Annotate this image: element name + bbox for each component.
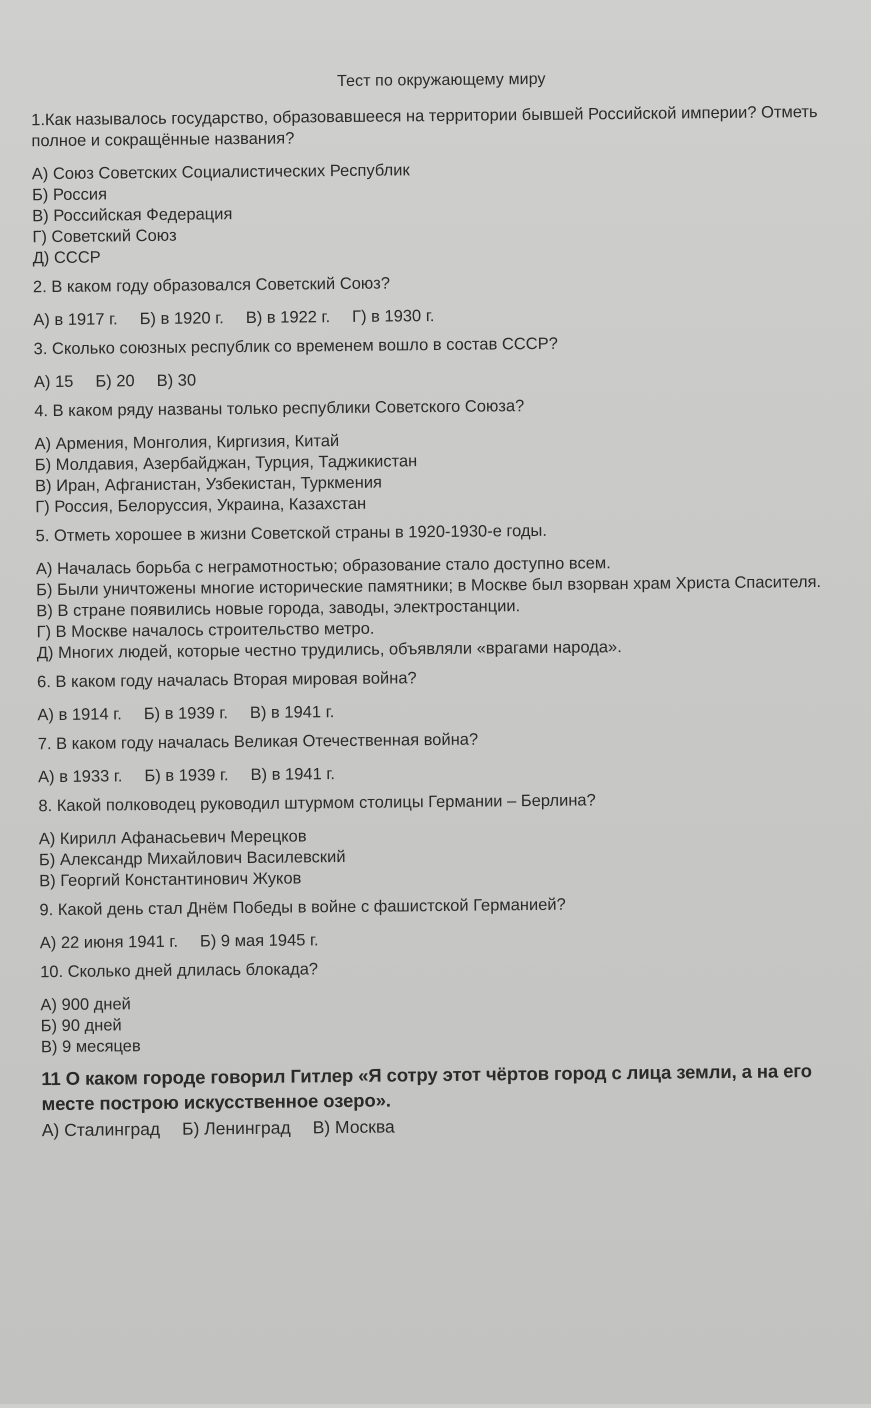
question-9 [39, 892, 861, 955]
question-6 [37, 664, 859, 727]
option: Д) Многих людей, которые честно трудились, объявляли «врагами народа». [36, 638, 622, 663]
question-options [36, 551, 858, 665]
option: Б) Россия [31, 185, 108, 205]
question-11 [41, 1058, 863, 1142]
question-options [37, 697, 858, 727]
option: А) в 1917 г. [33, 310, 118, 330]
question-options [34, 364, 855, 394]
question-7 [38, 726, 860, 789]
question-text: 1.Как называлось государство, образовавшееся на территории бывшей Российской империи? Отметь полное и сокращённые названия? [31, 103, 818, 151]
question-11-options [42, 1112, 863, 1142]
option: А) 900 дней [40, 995, 131, 1015]
option: В) Иран, Афганистан, Узбекистан, Туркмения [34, 473, 383, 496]
option: Б) 90 дней [40, 1016, 122, 1036]
option: А) Союз Советских Социалистических Республик [31, 161, 410, 184]
question-text: 8. Какой полководец руководил штурмом столицы Германии – Берлина? [38, 791, 596, 816]
option: Г) Советский Союз [32, 226, 177, 247]
question-text: 4. В каком ряду названы только республики Советского Союза? [34, 397, 525, 421]
question-8 [38, 788, 860, 893]
question-list [31, 102, 862, 1059]
option: В) 30 [156, 371, 197, 390]
option: Б) в 1939 г. [143, 704, 229, 724]
option: Б) в 1939 г. [144, 766, 229, 786]
question-text: 5. Отметь хорошее в жизни Советской страны в 1920-1930-е годы. [35, 521, 548, 546]
option: Б) 20 [95, 372, 135, 391]
question-text: 9. Какой день стал Днём Победы в войне с фашистской Германией? [39, 895, 566, 920]
option: В) в 1941 г. [250, 765, 335, 784]
question-options [32, 156, 854, 270]
option: В) В стране появились новые города, заводы, электростанции. [36, 597, 521, 621]
question-options [40, 987, 862, 1059]
page-title: Тест по окружающему миру [336, 70, 546, 91]
option: В) Российская Федерация [32, 205, 233, 226]
option: В) Георгий Константинович Жуков [39, 869, 302, 891]
question-5 [35, 518, 857, 665]
option: А) 15 [33, 372, 74, 392]
question-options [39, 821, 861, 893]
option: А) 22 июня 1941 г. [39, 932, 179, 953]
option: А) Армения, Монголия, Киргизия, Китай [34, 432, 340, 454]
option: А) Началась борьба с неграмотностью; образование стало доступно всем. [35, 554, 611, 579]
question-10 [40, 954, 862, 1059]
question-text: 2. В каком году образовался Советский Союз? [32, 274, 391, 297]
question-1 [31, 102, 854, 270]
option: Б) Александр Михайлович Василевский [38, 847, 346, 870]
question-text: 10. Сколько дней длилась блокада? [40, 960, 319, 982]
option: В) в 1941 г. [249, 703, 335, 722]
question-11-body: О каком городе говорил Гитлер «Я сотру этот чёртов город с лица земли, а на его месте построю искусственное озеро». [41, 1060, 813, 1115]
question-options [38, 759, 859, 789]
question-11-text [41, 1058, 862, 1117]
question-options [35, 426, 857, 519]
question-3 [34, 331, 856, 394]
question-options [40, 925, 861, 955]
option: А) в 1933 г. [38, 767, 123, 787]
question-4 [34, 393, 856, 519]
question-text: 3. Сколько союзных республик со временем вошло в состав СССР? [33, 334, 558, 359]
question-options [33, 302, 854, 332]
option: Г) Россия, Белоруссия, Украина, Казахстан [35, 494, 367, 517]
option: Д) СССР [32, 248, 101, 268]
option: Г) в 1930 г. [352, 307, 435, 326]
question-11-number: 11 [41, 1067, 61, 1090]
option: Г) В Москве началось строительство метро. [36, 619, 375, 642]
question-text: 6. В каком году началась Вторая мировая война? [37, 669, 417, 692]
question-2 [33, 269, 855, 332]
option: А) Сталинград [41, 1118, 161, 1141]
question-text: 7. В каком году началась Великая Отечественная война? [37, 730, 479, 754]
option: А) в 1914 г. [37, 705, 122, 725]
option: В) Москва [312, 1116, 395, 1138]
option: А) Кирилл Афанасьевич Мерецков [38, 827, 307, 849]
option: В) в 1922 г. [245, 308, 331, 328]
option: Б) Были уничтожены многие исторические памятники; в Москве был взорван храм Христа Спасителя. [36, 572, 822, 600]
option: Б) Молдавия, Азербайджан, Турция, Таджикистан [34, 452, 418, 475]
option: Б) 9 мая 1945 г. [199, 931, 319, 951]
option: В) 9 месяцев [40, 1037, 141, 1057]
option: Б) в 1920 г. [139, 309, 224, 329]
option: Б) Ленинград [181, 1117, 291, 1139]
